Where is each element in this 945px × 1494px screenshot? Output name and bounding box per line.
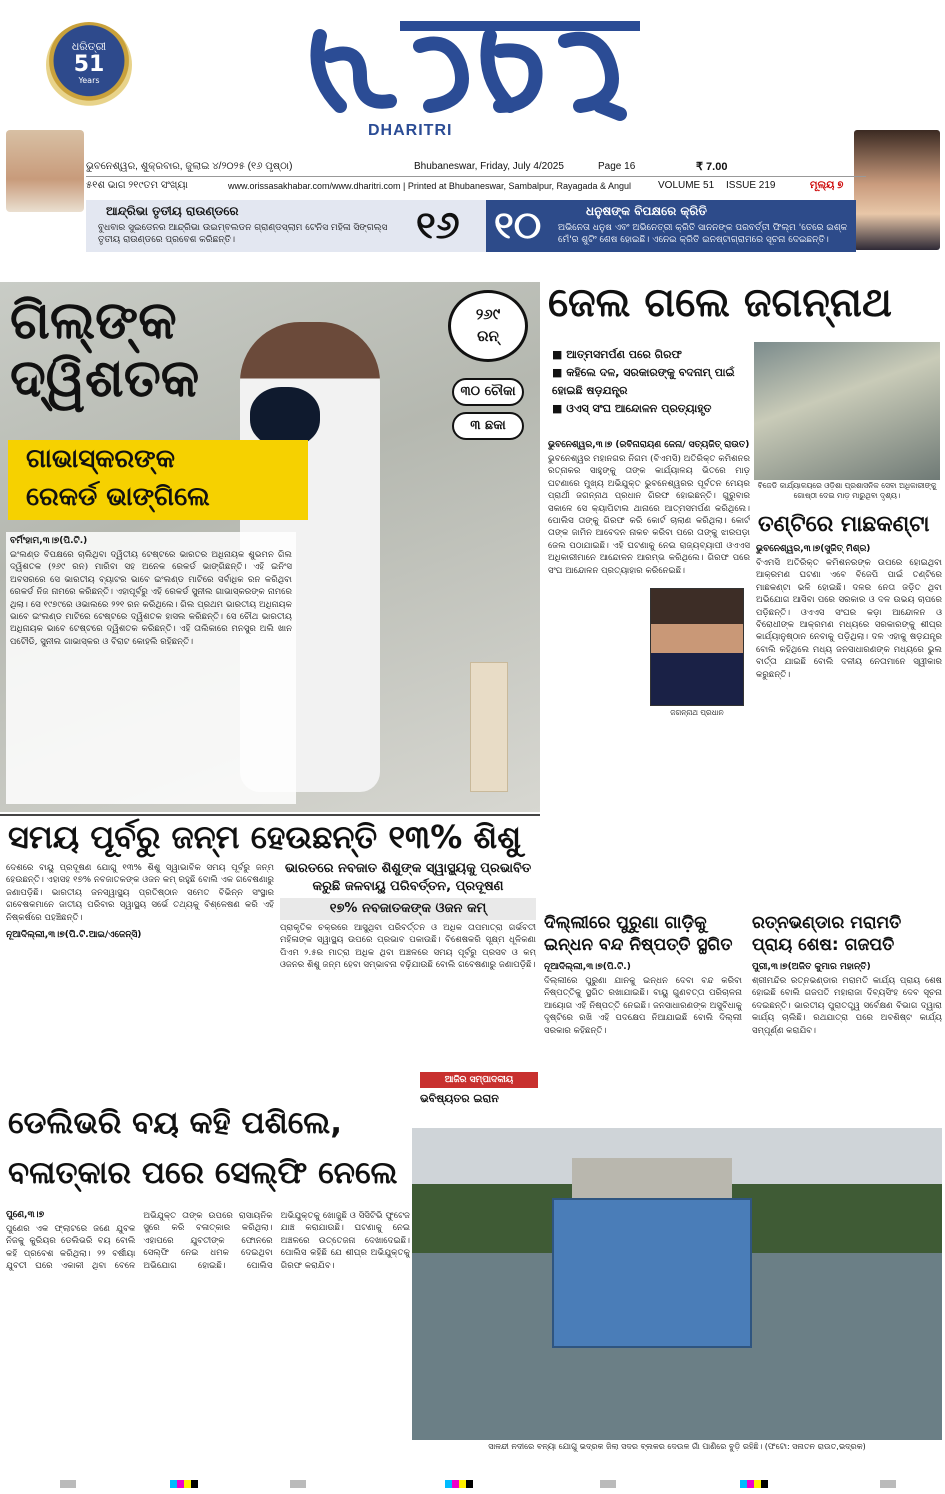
ratna-article	[752, 962, 942, 1122]
premature-subheadline: ଭାରତରେ ନବଜାତ ଶିଶୁଙ୍କ ସ୍ୱାସ୍ଥ୍ୟକୁ ପ୍ରଭାବିତ କରୁଛି ଜଳବାୟୁ ପରିବର୍ତ୍ତନ, ପ୍ରଦୂଷଣ	[284, 861, 532, 894]
ratna-body: ଶ୍ରୀମନ୍ଦିର ରତ୍ନଭଣ୍ଡାର ମରାମତି କାର୍ଯ୍ୟ ପ୍ରାୟ ଶେଷ ହୋଇଛି ବୋଲି ଗଜପତି ମହାରାଜା ଦିବ୍ୟସିଂହ ଦେବ ସୂଚନା ଦେଇଛନ୍ତି। ଭାରତୀୟ ପୁରାତତ୍ତ୍ୱ ସର୍ବେକ୍ଷଣ ବିଭାଗ ଦ୍ୱାରା କାର୍ଯ୍ୟ ଚାଲିଛି। ରଥଯାତ୍ରା ପରେ ଅବଶିଷ୍ଟ କାର୍ଯ୍ୟ ସମ୍ପୂର୍ଣ୍ଣ କରାଯିବ।	[752, 976, 942, 1036]
ratna-dateline: ପୁରୀ,୩।୭(ଅଜିତ କୁମାର ମହାନ୍ତି)	[752, 962, 871, 972]
print-mark	[60, 1480, 76, 1488]
print-mark	[445, 1480, 473, 1488]
gill-article	[6, 532, 296, 804]
premature-body: ଦେଶରେ ବାୟୁ ପ୍ରଦୂଷଣ ଯୋଗୁ ୧୩% ଶିଶୁ ସ୍ୱାଭାବିକ ସମୟ ପୂର୍ବରୁ ଜନ୍ମ ହେଉଛନ୍ତି। ଏହାସହ ୧୭% ନବଜାତକଙ୍କ ଓଜନ କମ୍ ରହୁଛି ବୋଲି ଏକ ଗବେଷଣାରୁ ଜଣାପଡ଼ିଛି। ଭାରତୀୟ ଜନସ୍ୱାସ୍ଥ୍ୟ ପ୍ରତିଷ୍ଠାନ ସମେତ ବିଭିନ୍ନ ସଂସ୍ଥାର ଗବେଷକମାନେ ଜାତୀୟ ପରିବାର ସ୍ୱାସ୍ଥ୍ୟ ସର୍ଭେ ତଥ୍ୟକୁ ବିଶ୍ଳେଷଣ କରି ଏହି ନିଷ୍କର୍ଷରେ ପହଞ୍ଚିଛନ୍ତି।	[6, 863, 274, 923]
bjd-office-photo	[754, 342, 940, 480]
match-body: ବିଏମସି ଅତିରିକ୍ତ କମିଶନରଙ୍କ ଉପରେ ହୋଇଥିବା ଆକ୍ରମଣ ଘଟଣା ଏବେ ବିଜେପି ପାଇଁ ତଣ୍ଟିରେ ମାଛକଣ୍ଟା ଭଳି ହୋଇଛି। ଦଳର ନେତା ଜଡ଼ିତ ଥିବା ଅଭିଯୋଗ ଆସିବା ପରେ ସରକାର ଓ ଦଳ ଉଭୟ ଚାପରେ ପଡ଼ିଛନ୍ତି। ଓଏଏସ ସଂଘର କଡ଼ା ଆନ୍ଦୋଳନ ଓ ବିରୋଧୀଙ୍କ ଆକ୍ରମଣ ମଧ୍ୟରେ ସରକାରଙ୍କୁ ଶୀଘ୍ର କାର୍ଯ୍ୟାନୁଷ୍ଠାନ ନେବାକୁ ପଡ଼ିଥିଲା। ଦଳ ଏହାକୁ ଷଡ଼ଯନ୍ତ୍ର ବୋଲି କହିଥିଲେ ମଧ୍ୟ ଜନସାଧାରଣଙ୍କ ମଧ୍ୟରେ ଭୁଲ ବାର୍ତ୍ତା ଯାଇଛି ବୋଲି ଦଳୀୟ ନେତାମାନେ ସ୍ୱୀକାର କରୁଛନ୍ତି।	[756, 558, 942, 680]
actress-photo	[854, 130, 940, 250]
portrait-caption: ଜଗନ୍ନାଥ ପ୍ରଧାନ	[670, 708, 724, 717]
premature-article-2	[280, 922, 536, 1052]
price: ₹ 7.00	[696, 161, 728, 173]
jail-headline[interactable]: ଜେଲ ଗଲେ ଜଗନ୍ନାଥ	[548, 280, 892, 326]
premature-stat-bar: ୧୭% ନବଜାତକଙ୍କ ଓଜନ କମ୍	[280, 898, 536, 920]
badge-bottom: Years	[78, 76, 100, 85]
delivery-dateline: ପୁଣେ,୩।୭	[6, 1210, 45, 1220]
odia-issue: ୫୧ଶ ଭାଗ ୨୧୯ତମ ସଂଖ୍ୟା	[86, 180, 188, 191]
print-mark	[290, 1480, 306, 1488]
flood-caption: ସାଳନ୍ଦୀ ନଦୀରେ ବନ୍ୟା ଯୋଗୁ ଭଦ୍ରକ ଜିଲା ସଦର ବ୍ଲକର ଦେଉଳ ଗାଁ ପାଣିରେ ବୁଡ଼ି ରହିଛି। (ଫଟୋ: ସନାତନ ରାଉତ,ଭଦ୍ରକ)	[488, 1442, 866, 1451]
teaser-left-title: ଆନ୍ଦ୍ରିଭା ତୃତୀୟ ରାଉଣ୍ଡରେ	[106, 204, 239, 218]
runs-stat: ୨୬୯ ରନ୍	[448, 290, 528, 362]
gavaskar-subheadline: ଗାଭାସ୍କରଙ୍କ ରେକର୍ଡ ଭାଙ୍ଗିଲେ	[8, 440, 308, 520]
page-number: Page 16	[598, 161, 636, 172]
badge-number: 51	[73, 52, 105, 77]
volume: VOLUME 51	[658, 180, 715, 191]
match-article	[756, 544, 942, 904]
teaser-right-title: ଧନୁଷଙ୍କ ବିପକ୍ଷରେ କ୍ରିତି	[586, 204, 707, 218]
premature-body-2: ପ୍ରାକୃତିକ ଚକ୍ରରେ ଆସୁଥିବା ପରିବର୍ତ୍ତନ ଓ ଅଧିକ ତାପମାତ୍ରା ଗର୍ଭବତୀ ମହିଳାଙ୍କ ସ୍ୱାସ୍ଥ୍ୟ ଉପରେ ପ୍ରଭାବ ପକାଉଛି। ବିଶେଷକରି ସୂକ୍ଷ୍ମ ଧୂଳିକଣା ପିଏମ ୨.୫ର ମାତ୍ରା ଅଧିକ ଥିବା ଅଞ୍ଚଳରେ ସମୟ ପୂର୍ବରୁ ପ୍ରସବ ଓ କମ୍ ଓଜନର ଶିଶୁ ଜନ୍ମ ହେବା ସମ୍ଭାବନା ବଢ଼ିଯାଉଛି ବୋଲି ଗବେଷଣାରୁ ଜଣାପଡ଼ିଛି।	[280, 923, 536, 971]
match-dateline: ଭୁବନେଶ୍ୱର,୩।୭(ସୁଜିତ୍ ମିଶ୍ର)	[756, 544, 871, 554]
delivery-body: ପୁଣେର ଏକ ଫ୍ଲାଟରେ ଜଣେ ଯୁବକ ନିଜକୁ କୁରିୟର ଡେଲିଭରି ବୟ ବୋଲି କହି ପ୍ରବେଶ କରିଥିଲା। ୨୨ ବର୍ଷୀୟା ଯୁବତୀ ଘରେ ଏକାକୀ ଥିବା ବେଳେ ଅଭିଯୁକ୍ତ ତାଙ୍କ ଉପରେ ରାସାୟନିକ ସ୍ପ୍ରେ କରି ବଳାତ୍କାର କରିଥିଲା। ଏହାପରେ ଯୁବତୀଙ୍କ ଫୋନରେ ସେଲ୍‌ଫି ନେଇ ଧମକ ଦେଇଥିବା ଅଭିଯୋଗ ହୋଇଛି। ପୋଲିସ ଅଭିଯୁକ୍ତକୁ ଖୋଜୁଛି ଓ ସିସିଟିଭି ଫୁଟେଜ ଯାଞ୍ଚ କରାଯାଉଛି। ଘଟଣାକୁ ନେଇ ଅଞ୍ଚଳରେ ଉତ୍ତେଜନା ଦେଖାଦେଇଛି। ପୋଲିସ କହିଛି ଯେ ଶୀଘ୍ର ଅଭିଯୁକ୍ତକୁ ଗିରଫ କରାଯିବ।	[6, 1211, 410, 1272]
delhi-article	[544, 962, 742, 1122]
ratna-headline[interactable]: ରତ୍ନଭଣ୍ଡାର ମରାମତି ପ୍ରାୟ ଶେଷ: ଗଜପତି	[752, 913, 902, 955]
delivery-article	[6, 1210, 410, 1480]
print-mark	[170, 1480, 198, 1488]
teaser-right-page: ୧୦	[494, 202, 542, 247]
jail-body: ଭୁବନେଶ୍ୱର ମହାନଗର ନିଗମ (ବିଏମସି) ଅତିରିକ୍ତ କମିଶନର ରତ୍ନାକର ସାହୁଙ୍କୁ ତାଙ୍କ କାର୍ଯ୍ୟାଳୟ ଭିତରେ ମାଡ଼ ଘଟଣାରେ ମୁଖ୍ୟ ଅଭିଯୁକ୍ତ ଭୁବନେଶ୍ୱରର ପୂର୍ବତନ ମେୟର ପ୍ରାର୍ଥୀ ଜଗନ୍ନାଥ ପ୍ରଧାନ ଗିରଫ ହୋଇଛନ୍ତି। ଗୁରୁବାର ସକାଳେ ସେ କ୍ୟାପିଟାଲ ଥାନାରେ ଆତ୍ମସମର୍ପଣ କରିଥିଲେ। ପୋଲିସ ତାଙ୍କୁ ଗିରଫ କରି କୋର୍ଟ ଚାଲାଣ କରିଥିଲା। କୋର୍ଟ ତାଙ୍କ ଜାମିନ ଆବେଦନ ନାକଚ କରିବା ପରେ ତାଙ୍କୁ ଝାରପଡ଼ା ଜେଲ ପଠାଯାଇଛି। ଏହି ଘଟଣାକୁ ନେଇ ରାଜ୍ୟବ୍ୟାପୀ ଓଏଏସ ଅଧିକାରୀମାନେ ଆନ୍ଦୋଳନ ଆରମ୍ଭ କରିଥିଲେ। ଗିରଫ ପରେ ସଂଘ ଆନ୍ଦୋଳନ ପ୍ରତ୍ୟାହାର କରିନେଇଛି।	[548, 454, 750, 576]
dharitri-logo	[300, 6, 650, 124]
gill-body: ଇଂଲଣ୍ଡ ବିପକ୍ଷରେ ଚାଲିଥିବା ଦ୍ୱିତୀୟ ଟେଷ୍ଟରେ ଭାରତର ଅଧିନାୟକ ଶୁଭମନ ଗିଲ ଦ୍ୱିଶତକ (୨୬୯ ରନ) ମାରିବା ସହ ଅନେକ ରେକର୍ଡ ଭାଙ୍ଗିଛନ୍ତି। ଏହି ଇନିଂସ ଅବସରରେ ସେ ଭାରତୀୟ ବ୍ୟାଟର ଭାବେ ଇଂଲଣ୍ଡ ମାଟିରେ ସର୍ବାଧିକ ରନ କରିଥିବା ରେକର୍ଡ ନିଜ ନାମରେ କରିଛନ୍ତି। ଏହାପୂର୍ବରୁ ଏହି ରେକର୍ଡ ସୁନୀଲ ଗାଭାସ୍କରଙ୍କ ନାମରେ ଥିଲା। ସେ ୧୯୭୯ରେ ଓଭାଲରେ ୨୨୧ ରନ କରିଥିଲେ। ଗିଲ ପ୍ରଥମ ଭାରତୀୟ ଅଧିନାୟକ ଭାବେ ଇଂଲଣ୍ଡ ମାଟିରେ ଟେଷ୍ଟରେ ଦ୍ୱିଶତକ ହାସଲ କରିଛନ୍ତି। ସେ ଚୌଥ ଭାରତୀୟ ଅଧିନାୟକ ଭାବେ ଟେଷ୍ଟରେ ଦ୍ୱିଶତକ କରିଛନ୍ତି। ଏହି ତାଲିକାରେ ମନସୁର ଅଲି ଖାନ ପଟୌଡି, ସୁନୀଲ ଗାଭାସ୍କର ଓ ବିରାଟ କୋହଲି ରହିଛନ୍ତି।	[10, 550, 292, 647]
jail-bullet: ■ ଓଏସ୍ ସଂଘ ଆନ୍ଦୋଳନ ପ୍ରତ୍ୟାହୃତ	[552, 402, 712, 415]
teaser-strip	[86, 200, 856, 252]
divider	[0, 814, 540, 816]
delhi-headline[interactable]: ଦିଲ୍ଲୀରେ ପୁରୁଣା ଗାଡ଼ିକୁ ଇନ୍ଧନ ବନ୍ଦ ନିଷ୍ପତ୍ତି ସ୍ଥଗିତ	[544, 913, 733, 955]
odia-date: ଭୁବନେଶ୍ୱର, ଶୁକ୍ରବାର, ଜୁଲାଇ ୪/୨୦୨୫ (୧୬ ପୃଷ୍ଠା)	[86, 161, 293, 172]
flood-photo	[412, 1128, 942, 1440]
teaser-right-text: ଅଭିନେତା ଧନୁଷ ଏବଂ ଅଭିନେତ୍ରୀ କ୍ରିତି ସାନନଙ୍କ ପରବର୍ତ୍ତୀ ଫିଲ୍ମ 'ତେରେ ଇଶ୍କ ମେଁ'ର ଶୁଟିଂ ଶେଷ ହୋଇଛି। ଏନେଇ କ୍ରିତି ଇନଷ୍ଟାଗ୍ରାମରେ ସୂଚନା ଦେଇଛନ୍ତି।	[558, 223, 848, 245]
jail-bullets	[552, 346, 748, 418]
teaser-left[interactable]	[86, 200, 486, 252]
sixes-stat: ୩ ଛକା	[452, 412, 524, 440]
date-info-bar	[86, 158, 866, 194]
premature-dateline: ନୂଆଦିଲ୍ଲୀ,୩।୭(ପି.ଟି.ଆଇ/ଏଜେନ୍ସି)	[6, 930, 142, 941]
english-date: Bhubaneswar, Friday, July 4/2025	[414, 161, 564, 172]
editorial-tag: ଆଜିର ସମ୍ପାଦକୀୟ	[420, 1072, 538, 1088]
print-mark	[600, 1480, 616, 1488]
tennis-player-photo	[6, 130, 84, 212]
gill-headline[interactable]: ଗିଲ୍‌ଙ୍କ ଦ୍ୱିଶତକ	[10, 291, 200, 409]
badge-top: ଧରିତ୍ରୀ	[71, 40, 107, 53]
anniversary-badge	[46, 22, 132, 108]
delhi-dateline: ନୂଆଦିଲ୍ଲୀ,୩।୭(ପି.ଟି.)	[544, 962, 631, 972]
website-line: www.orissasakhabar.com/www.dharitri.com | Printed at Bhubaneswar, Sambalpur, Rayagada & Angul	[228, 181, 632, 191]
match-headline[interactable]: ତଣ୍ଟିରେ ମାଛକଣ୍ଟା	[758, 512, 930, 537]
jail-dateline: ଭୁବନେଶ୍ୱର,୩।୭ (ରବିନାରାୟଣ ଜେନା/ ସତ୍ୟଜିତ୍ ରାଉତ)	[548, 440, 750, 450]
fours-stat: ୩୦ ଚୌକା	[452, 378, 524, 406]
logo-english: DHARITRI	[368, 122, 453, 139]
editorial-title[interactable]: ଭବିଷ୍ୟତର ଇରାନ	[420, 1092, 499, 1105]
jail-bullet: ■ କହିଲେ ଦଳ, ସରକାରଙ୍କୁ ବଦନାମ୍ ପାଇଁ ହୋଇଛି ଷଡ଼ଯନ୍ତ୍ର	[552, 366, 735, 397]
delivery-headline[interactable]: ଡେଲିଭରି ବୟ କହି ପଶିଲେ, ବଳାତ୍କାର ପରେ ସେଲ୍‌ଫି ନେଲେ	[8, 1105, 398, 1191]
print-mark	[880, 1480, 896, 1488]
premature-headline[interactable]: ସମୟ ପୂର୍ବରୁ ଜନ୍ମ ହେଉଛନ୍ତି ୧୩% ଶିଶୁ	[8, 818, 522, 856]
masthead	[0, 0, 945, 158]
delhi-body: ଦିଲ୍ଲୀରେ ପୁରୁଣା ଯାନକୁ ଇନ୍ଧନ ଦେବା ବନ୍ଦ କରିବା ନିଷ୍ପତ୍ତିକୁ ସ୍ଥଗିତ ରଖାଯାଇଛି। ବାୟୁ ଗୁଣବତ୍ତା ପରିଚାଳନା ଆୟୋଗ ଏହି ନିଷ୍ପତ୍ତି ନେଇଛି। ଜନସାଧାରଣଙ୍କ ଅସୁବିଧାକୁ ଦୃଷ୍ଟିରେ ରଖି ଏହି ପଦକ୍ଷେପ ନିଆଯାଇଛି ବୋଲି ଦିଲ୍ଲୀ ସରକାର କହିଛନ୍ତି।	[544, 976, 742, 1036]
odia-price: ମୂଲ୍ୟ ୭	[810, 180, 844, 191]
jail-bullet: ■ ଆତ୍ମସମର୍ପଣ ପରେ ଗିରଫ	[552, 348, 682, 361]
gill-dateline: ବର୍ମିଂହାମ,୩।୭(ପି.ଟି.)	[10, 536, 88, 546]
teaser-left-text: ବୁଧବାର ସୁଇଡେନର ଆନ୍ଦ୍ରିଭା ଉଇମ୍ବଲଡନ ଗ୍ରାଣ୍ଡସ୍ଲାମ ଟେନିସ ମହିଳା ସିଙ୍ଗଲ୍ସ ତୃତୀୟ ରାଉଣ୍ଡରେ ପ୍ରବେଶ କରିଛନ୍ତି।	[98, 223, 388, 245]
jagannath-portrait	[650, 588, 744, 706]
teaser-left-page: ୧୬	[416, 202, 460, 247]
bjd-photo-caption: ବିଜେଡି କାର୍ଯ୍ୟାଳୟରେ ଓଡ଼ିଶା ପ୍ରଶାସନିକ ସେବା ଅଧିକାରୀଙ୍କୁ ଗୋଷ୍ଠୀ ଦେଇ ମାଡ଼ ମାରୁଥିବା ଦୃଶ୍ୟ।	[757, 481, 937, 500]
print-mark	[740, 1480, 768, 1488]
teaser-right[interactable]	[486, 200, 856, 252]
issue: ISSUE 219	[726, 180, 776, 191]
